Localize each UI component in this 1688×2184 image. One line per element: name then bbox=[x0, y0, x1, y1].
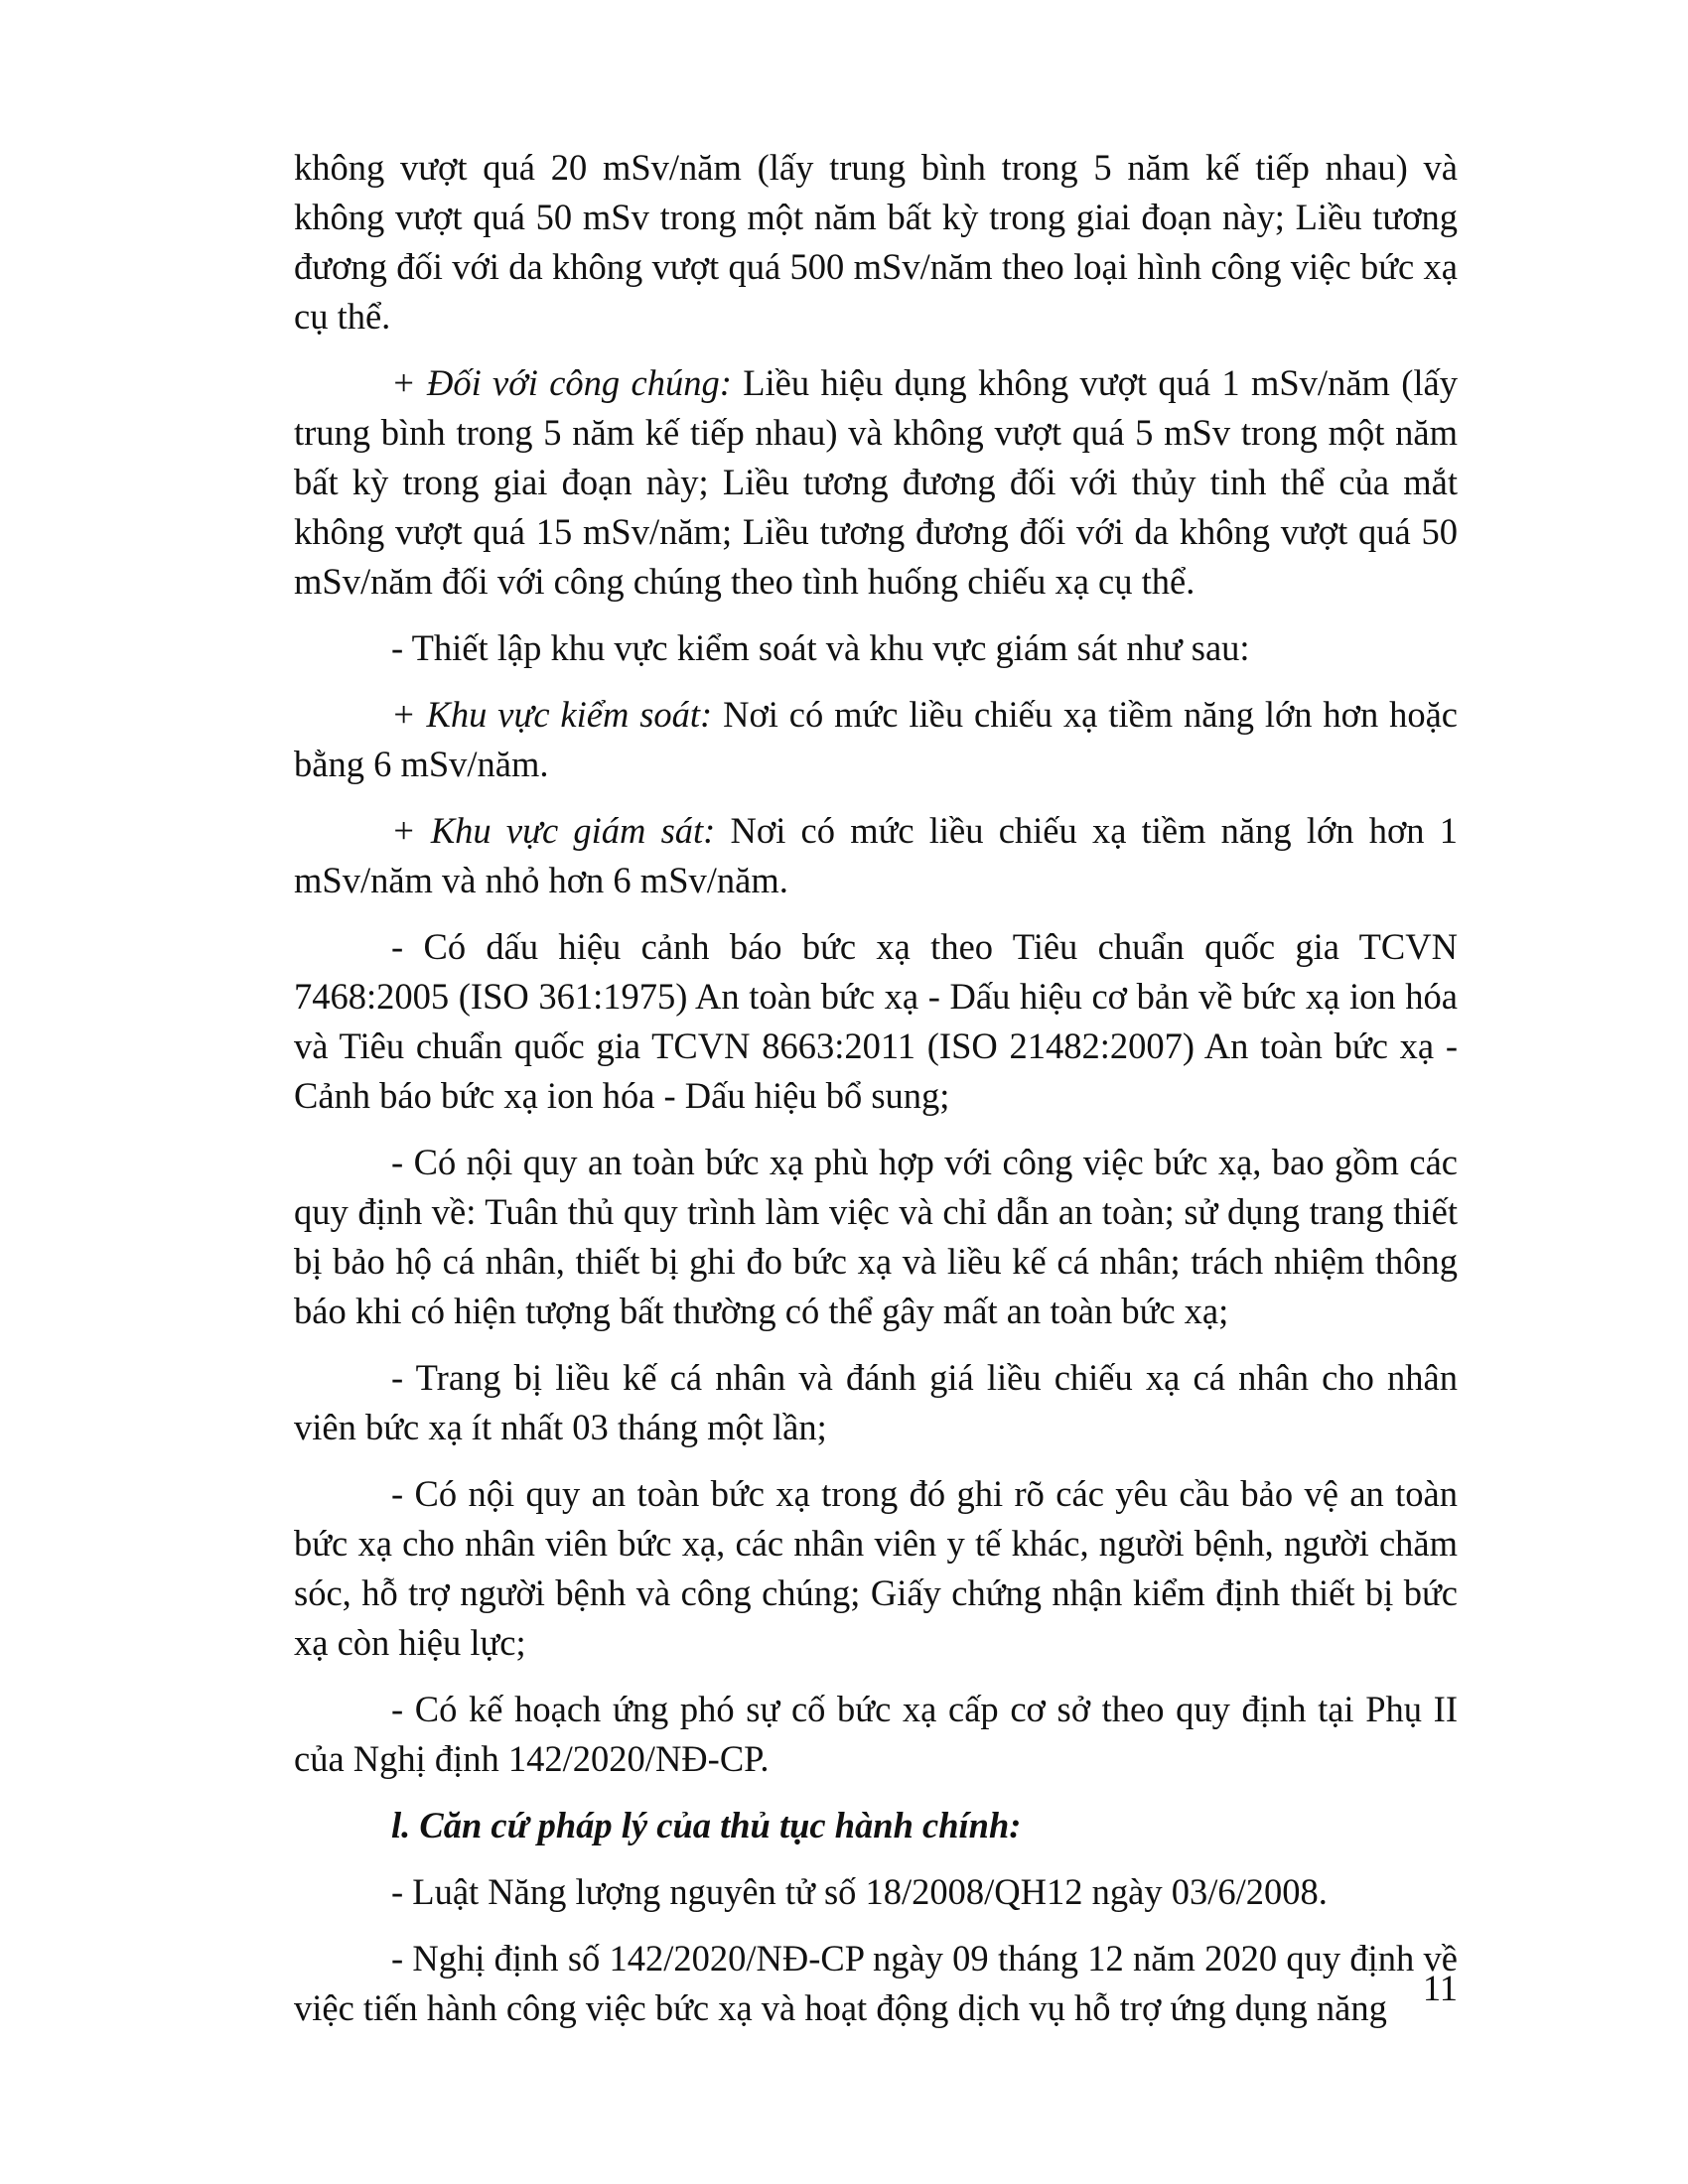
paragraph-text: - Nghị định số 142/2020/NĐ-CP ngày 09 tháng 12 năm 2020 quy định về việc tiến hành công việc bức xạ và hoạt động dịch vụ hỗ trợ ứng dụng năng bbox=[294, 1938, 1458, 2028]
paragraph-dosimeter bbox=[294, 1353, 1458, 1452]
paragraph-text: - Thiết lập khu vực kiểm soát và khu vực giám sát như sau: bbox=[391, 627, 1250, 668]
paragraph-text: - Có kế hoạch ứng phó sự cố bức xạ cấp cơ sở theo quy định tại Phụ II của Nghị định 142/2020/NĐ-CP. bbox=[294, 1689, 1458, 1779]
paragraph-text: - Có nội quy an toàn bức xạ trong đó ghi rõ các yêu cầu bảo vệ an toàn bức xạ cho nhân viên bức xạ, các nhân viên y tế khác, người bệnh, người chăm sóc, hỗ trợ người bệnh và công chúng; Giấy chứng nhận kiểm định thiết bị bức xạ còn hiệu lực; bbox=[294, 1473, 1458, 1663]
paragraph-text: không vượt quá 20 mSv/năm (lấy trung bình trong 5 năm kế tiếp nhau) và không vượt quá 50 mSv trong một năm bất kỳ trong giai đoạn này; Liều tương đương đối với da không vượt quá 500 mSv/năm theo loại hình công việc bức xạ cụ thể. bbox=[294, 147, 1458, 337]
paragraph-text: - Có nội quy an toàn bức xạ phù hợp với công việc bức xạ, bao gồm các quy định về: Tuân thủ quy trình làm việc và chỉ dẫn an toàn; sử dụng trang thiết bị bảo hộ cá nhân, thiết bị ghi đo bức xạ và liều kế cá nhân; trách nhiệm thông báo khi có hiện tượng bất thường có thể gây mất an toàn bức xạ; bbox=[294, 1142, 1458, 1331]
paragraph-text: - Có dấu hiệu cảnh báo bức xạ theo Tiêu chuẩn quốc gia TCVN 7468:2005 (ISO 361:1975) An toàn bức xạ - Dấu hiệu cơ bản về bức xạ ion hóa và Tiêu chuẩn quốc gia TCVN 8663:2011 (ISO 21482:2007) An toàn bức xạ - Cảnh báo bức xạ ion hóa - Dấu hiệu bổ sung; bbox=[294, 926, 1458, 1116]
paragraph-public-dose-limits bbox=[294, 358, 1458, 607]
paragraph-text: - Trang bị liều kế cá nhân và đánh giá liều chiếu xạ cá nhân cho nhân viên bức xạ ít nhất 03 tháng một lần; bbox=[294, 1357, 1458, 1447]
paragraph-text: - Luật Năng lượng nguyên tử số 18/2008/QH12 ngày 03/6/2008. bbox=[391, 1871, 1328, 1912]
paragraph-lead: + Khu vực giám sát: bbox=[391, 810, 716, 851]
section-heading-legal-basis bbox=[294, 1801, 1458, 1850]
paragraph-warning-signs bbox=[294, 922, 1458, 1121]
paragraph-atomic-energy-law bbox=[294, 1867, 1458, 1917]
paragraph-text: Nơi có mức liều chiếu xạ tiềm năng lớn hơn hoặc bằng 6 mSv/năm. bbox=[294, 694, 1458, 784]
paragraph-zones-setup bbox=[294, 623, 1458, 673]
paragraph-lead: + Khu vực kiểm soát: bbox=[391, 694, 713, 735]
page-number: 11 bbox=[1422, 1968, 1458, 2008]
paragraph-lead: + Đối với công chúng: bbox=[391, 362, 732, 403]
heading-text: l. Căn cứ pháp lý của thủ tục hành chính: bbox=[391, 1805, 1022, 1845]
paragraph-controlled-area bbox=[294, 690, 1458, 789]
paragraph-dose-limits-workers bbox=[294, 143, 1458, 341]
paragraph-safety-rules bbox=[294, 1138, 1458, 1336]
paragraph-supervised-area bbox=[294, 806, 1458, 905]
paragraph-text: Nơi có mức liều chiếu xạ tiềm năng lớn hơn 1 mSv/năm và nhỏ hơn 6 mSv/năm. bbox=[294, 810, 1458, 900]
paragraph-protection-requirements bbox=[294, 1469, 1458, 1668]
paragraph-text: Liều hiệu dụng không vượt quá 1 mSv/năm (lấy trung bình trong 5 năm kế tiếp nhau) và không vượt quá 5 mSv trong một năm bất kỳ trong giai đoạn này; Liều tương đương đối với thủy tinh thể của mắt không vượt quá 15 mSv/năm; Liều tương đương đối với da không vượt quá 50 mSv/năm đối với công chúng theo tình huống chiếu xạ cụ thể. bbox=[294, 362, 1458, 602]
paragraph-incident-plan bbox=[294, 1685, 1458, 1784]
paragraph-decree-142 bbox=[294, 1934, 1458, 2033]
document-page bbox=[294, 143, 1458, 2050]
